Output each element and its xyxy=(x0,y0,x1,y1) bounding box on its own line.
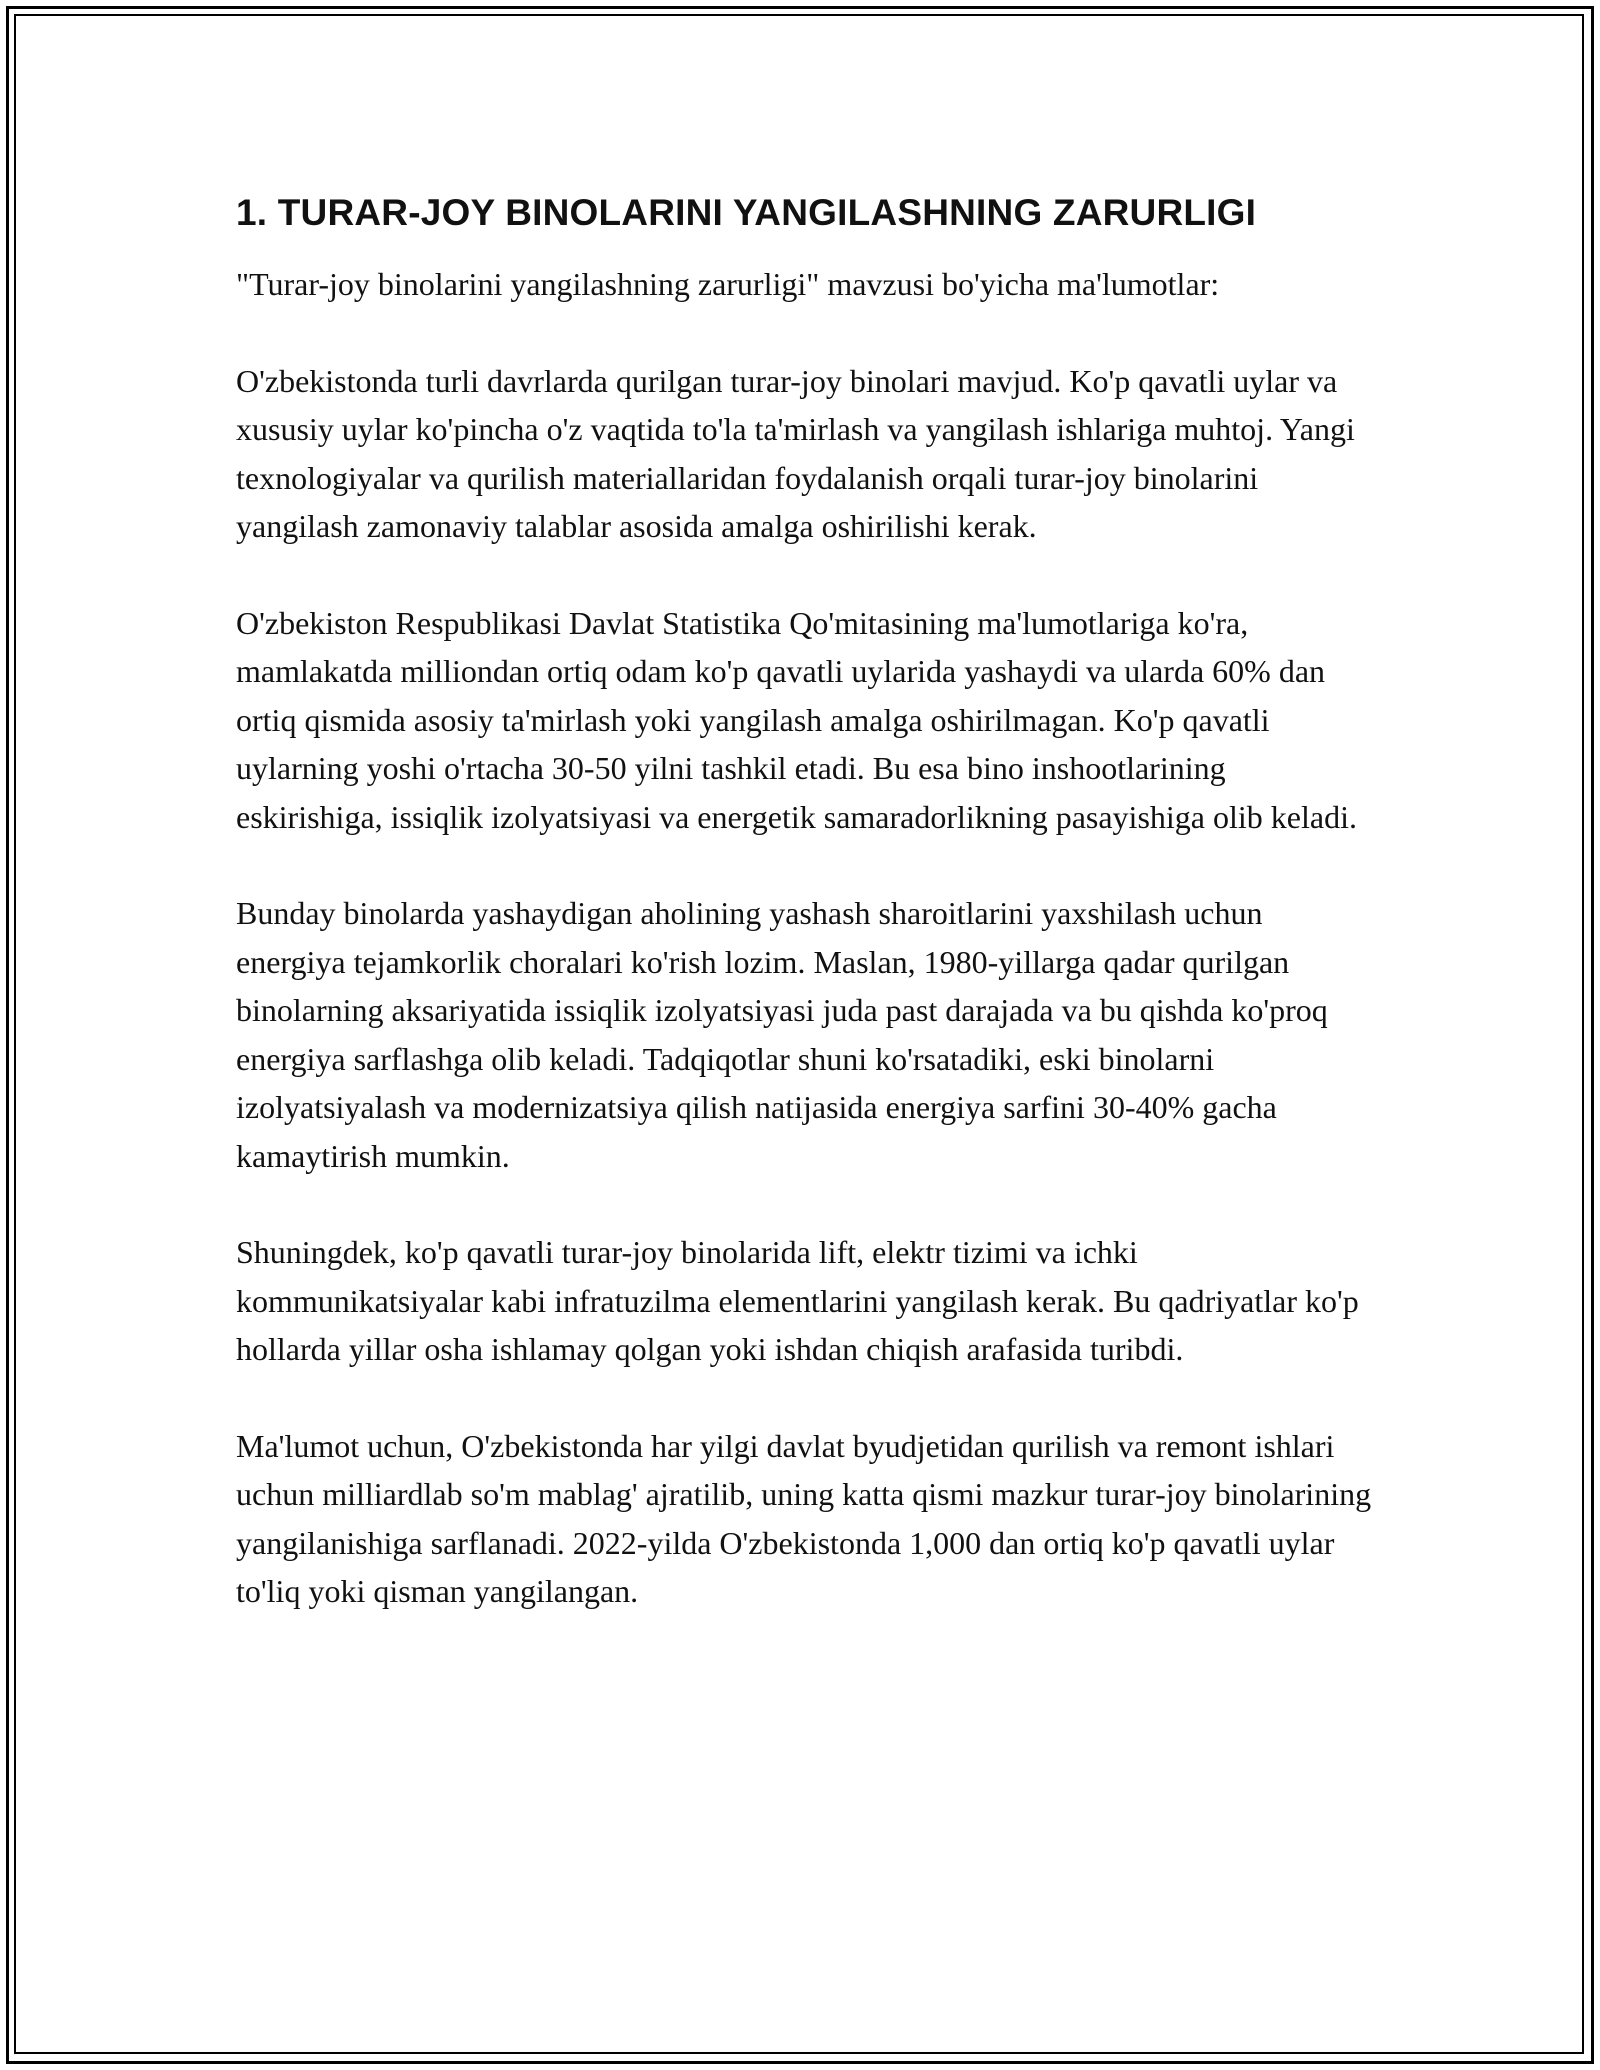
paragraph-4: Shuningdek, ko'p qavatli turar-joy binolarida lift, elektr tizimi va ichki kommunikatsiyalar kabi infratuzilma elementlarini yangilash kerak. Bu qadriyatlar ko'p hollarda yillar osha ishlamay qolgan yoki ishdan chiqish arafasida turibdi. xyxy=(236,1234,1359,1367)
paragraph-1: O'zbekistonda turli davrlarda qurilgan turar-joy binolari mavjud. Ko'p qavatli uylar va xususiy uylar ko'pincha o'z vaqtida to'la ta'mirlash va yangilash ishlariga muhtoj. Yangi texnologiyalar va qurilish materiallaridan foydalanish orqali turar-joy binolarini yangilash zamonaviy talablar asosida amalga oshirilishi kerak. xyxy=(236,362,1355,544)
intro-line: "Turar-joy binolarini yangilashning zarurligi" mavzusi bo'yicha ma'lumotlar: xyxy=(236,266,1220,302)
paragraph-5: Ma'lumot uchun, O'zbekistonda har yilgi davlat byudjetidan qurilish va remont ishlari uchun milliardlab so'm mablag' ajratilib, uning katta qismi mazkur turar-joy binolarining yangilanishiga sarflanadi. 2022-yilda O'zbekistonda 1,000 dan ortiq ko'p qavatli uylar to'liq yoki qisman yangilangan. xyxy=(236,1427,1372,1609)
paragraph-2: O'zbekiston Respublikasi Davlat Statistika Qo'mitasining ma'lumotlariga ko'ra, mamlakatda milliondan ortiq odam ko'p qavatli uylarida yashaydi va ularda 60% dan ortiq qismida asosiy ta'mirlash yoki yangilash amalga oshirilmagan. Ko'p qavatli uylarning yoshi o'rtacha 30-50 yilni tashkil etadi. Bu esa bino inshootlarining eskirishiga, issiqlik izolyatsiyasi va energetik samaradorlikning pasayishiga olib keladi. xyxy=(236,604,1357,835)
paragraph-3: Bunday binolarda yashaydigan aholining yashash sharoitlarini yaxshilash uchun energiya tejamkorlik choralari ko'rish lozim. Maslan, 1980-yillarga qadar qurilgan binolarning aksariyatida issiqlik izolyatsiyasi juda past darajada va bu qishda ko'proq energiya sarflashga olib keladi. Tadqiqotlar shuni ko'rsatadiki, eski binolarni izolyatsiyalash va modernizatsiya qilish natijasida energiya sarfini 30-40% gacha kamaytirish mumkin. xyxy=(236,895,1328,1174)
document-title: 1. TURAR-JOY BINOLARINI YANGILASHNING ZARURLIGI xyxy=(236,192,1257,233)
document-body xyxy=(236,186,1376,1616)
